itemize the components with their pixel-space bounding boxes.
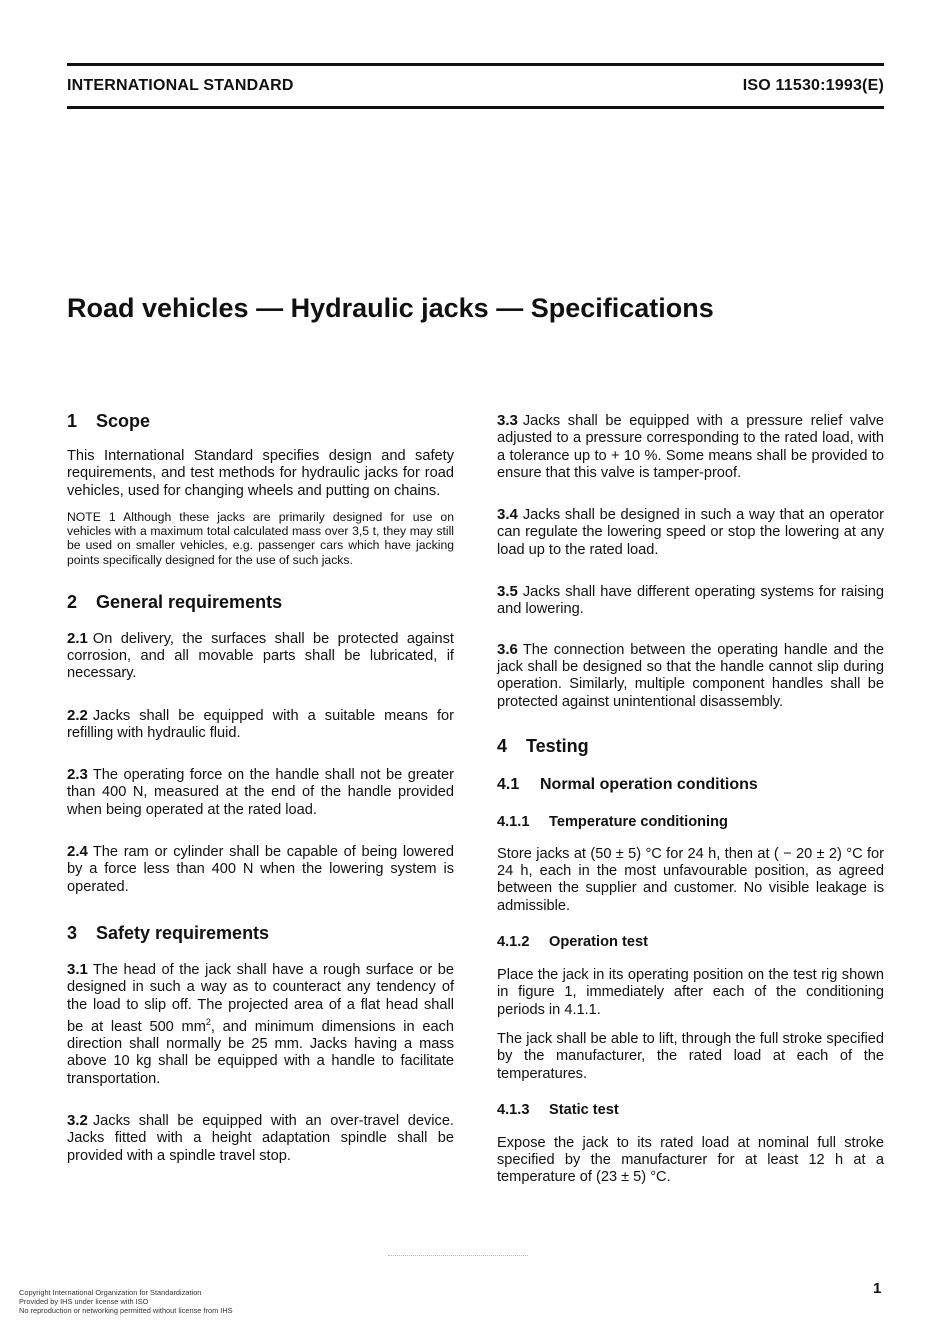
section-title: General requirements [96, 591, 283, 612]
clause-2-2 [67, 707, 454, 743]
clause-3-2 [67, 1112, 454, 1165]
subsection-title: Normal operation conditions [540, 775, 758, 793]
clause-text: Jacks shall be designed in such a way that an operator can regulate the lowering speed or stop the lowering at any load up to the rated load. [497, 507, 884, 558]
header-bottom-rule [67, 106, 884, 109]
scope-text: This International Standard specifies design and safety requirements, and test methods for hydraulic jacks for road vehicles, used for changing wheels and putting on chains. [67, 448, 454, 499]
clause-text: Jacks shall be equipped with a pressure relief valve adjusted to a pressure corresponding to the rated load, with a tolerance up to + 10 %. Some means shall be provided to ensure that this valve is tamper-proof. [497, 413, 884, 481]
section-1-heading [67, 410, 454, 432]
section-4-heading [497, 735, 884, 757]
clause-2-3 [67, 766, 454, 819]
clause-number: 2.2 [67, 706, 88, 724]
section-3-heading [67, 922, 454, 944]
subsection-4-1-2-heading [497, 933, 884, 951]
clause-number: 2.3 [67, 766, 88, 784]
static-test-text: Expose the jack to its rated load at nominal full stroke specified by the manufacturer for at least 12 h at a temperature of (23 ± 5) °C. [497, 1134, 884, 1186]
copyright-notice [19, 1288, 233, 1315]
clause-2-1 [67, 630, 454, 683]
clause-text: Jacks shall have different operating systems for raising and lowering. [497, 584, 884, 618]
section-number: 2 [67, 591, 78, 612]
temperature-conditioning-text: Store jacks at (50 ± 5) °C for 24 h, then at ( − 20 ± 2) °C for 24 h, each in the most unfavourable position, as agreed between the supplier and customer. No visible leakage is admissible. [497, 845, 884, 914]
clause-3-5 [497, 583, 884, 619]
subsection-number: 4.1.3 [497, 1101, 530, 1118]
clause-3-1 [67, 961, 454, 1088]
clause-text: Jacks shall be equipped with a suitable means for refilling with hydraulic fluid. [67, 707, 454, 741]
document-type: INTERNATIONAL STANDARD [67, 77, 294, 94]
clause-number: 3.1 [67, 960, 88, 978]
section-title: Scope [96, 411, 151, 431]
scope-note: NOTE 1 Although these jacks are primarily designed for use on vehicles with a maximum total calculated mass over 3,5 t, they may still be used on smaller vehicles, e.g. passenger cars which have jacking points specifically designed for the use of such jacks. [67, 509, 454, 567]
page-title: Road vehicles — Hydraulic jacks — Specifications [67, 293, 714, 323]
subsection-4-1-3-heading [497, 1101, 884, 1119]
subsection-4-1-heading [497, 775, 884, 795]
document-number: ISO 11530:1993(E) [742, 77, 884, 94]
clause-text: The head of the jack shall have a rough surface or be designed in such a way as to counteract any tendency of the load to slip off. The projected area of a flat head shall be at least 500 mm [67, 961, 454, 1035]
subsection-title: Operation test [549, 934, 648, 951]
section-2-heading [67, 591, 454, 613]
clause-text: The operating force on the handle shall not be greater than 400 N, measured at the end of the handle provided when being operated at the rated load. [67, 767, 454, 818]
section-title: Safety requirements [96, 922, 270, 943]
operation-test-text-1: Place the jack in its operating position on the test rig shown in figure 1, immediately after each of the conditioning periods in 4.1.1. [497, 967, 884, 1018]
subsection-4-1-1-heading [497, 813, 884, 831]
clause-number: 2.4 [67, 843, 88, 861]
subsection-number: 4.1.2 [497, 934, 530, 951]
operation-test-text-2: The jack shall be able to lift, through the full stroke specified by the manufacturer, the rated load at each of the temperatures. [497, 1030, 884, 1082]
clause-number: 3.3 [497, 412, 518, 429]
subsection-title: Temperature conditioning [549, 813, 728, 830]
clause-3-4 [497, 506, 884, 559]
subsection-number: 4.1 [497, 775, 520, 793]
section-number: 1 [67, 411, 78, 431]
license-line: Provided by IHS under license with ISO [19, 1297, 149, 1306]
clause-text: Jacks shall be equipped with an over-travel device. Jacks fitted with a height adaptation spindle shall be provided with a spindle travel stop. [67, 1112, 454, 1164]
clause-number: 2.1 [67, 629, 88, 647]
section-number: 3 [67, 922, 78, 943]
header-top-rule [67, 63, 884, 66]
section-title: Testing [526, 735, 589, 756]
copyright-line: Copyright International Organization for Standardization [19, 1288, 202, 1297]
reproduction-line: No reproduction or networking permitted without license from IHS [19, 1306, 233, 1315]
subsection-title: Static test [549, 1101, 619, 1118]
clause-text-continued: , and minimum dimensions in each direction shall normally be 25 mm. Jacks having a mass above 10 kg shall be equipped with a handle to facilitate transportation. [67, 1018, 454, 1087]
superscript: 2 [205, 1016, 211, 1027]
scan-artifact-divider [388, 1255, 528, 1256]
clause-text: The connection between the operating handle and the jack shall be designed so that the handle cannot slip during operation. Similarly, multiple component handles shall be protected against unintentional disassembly. [497, 641, 884, 710]
clause-number: 3.2 [67, 1111, 88, 1129]
clause-text: On delivery, the surfaces shall be protected against corrosion, and all movable parts shall be lubricated, if necessary. [67, 630, 454, 682]
right-column [497, 412, 884, 1187]
section-number: 4 [497, 735, 508, 756]
subsection-number: 4.1.1 [497, 813, 530, 830]
clause-2-4 [67, 843, 454, 896]
clause-text: The ram or cylinder shall be capable of being lowered by a force less than 400 N when the lowering system is operated. [67, 844, 454, 895]
page-number: 1 [873, 1280, 882, 1297]
clause-3-6 [497, 641, 884, 711]
clause-number: 3.5 [497, 583, 518, 601]
clause-number: 3.6 [497, 640, 518, 658]
left-column [67, 410, 454, 1165]
clause-number: 3.4 [497, 506, 518, 524]
clause-3-3 [497, 412, 884, 482]
